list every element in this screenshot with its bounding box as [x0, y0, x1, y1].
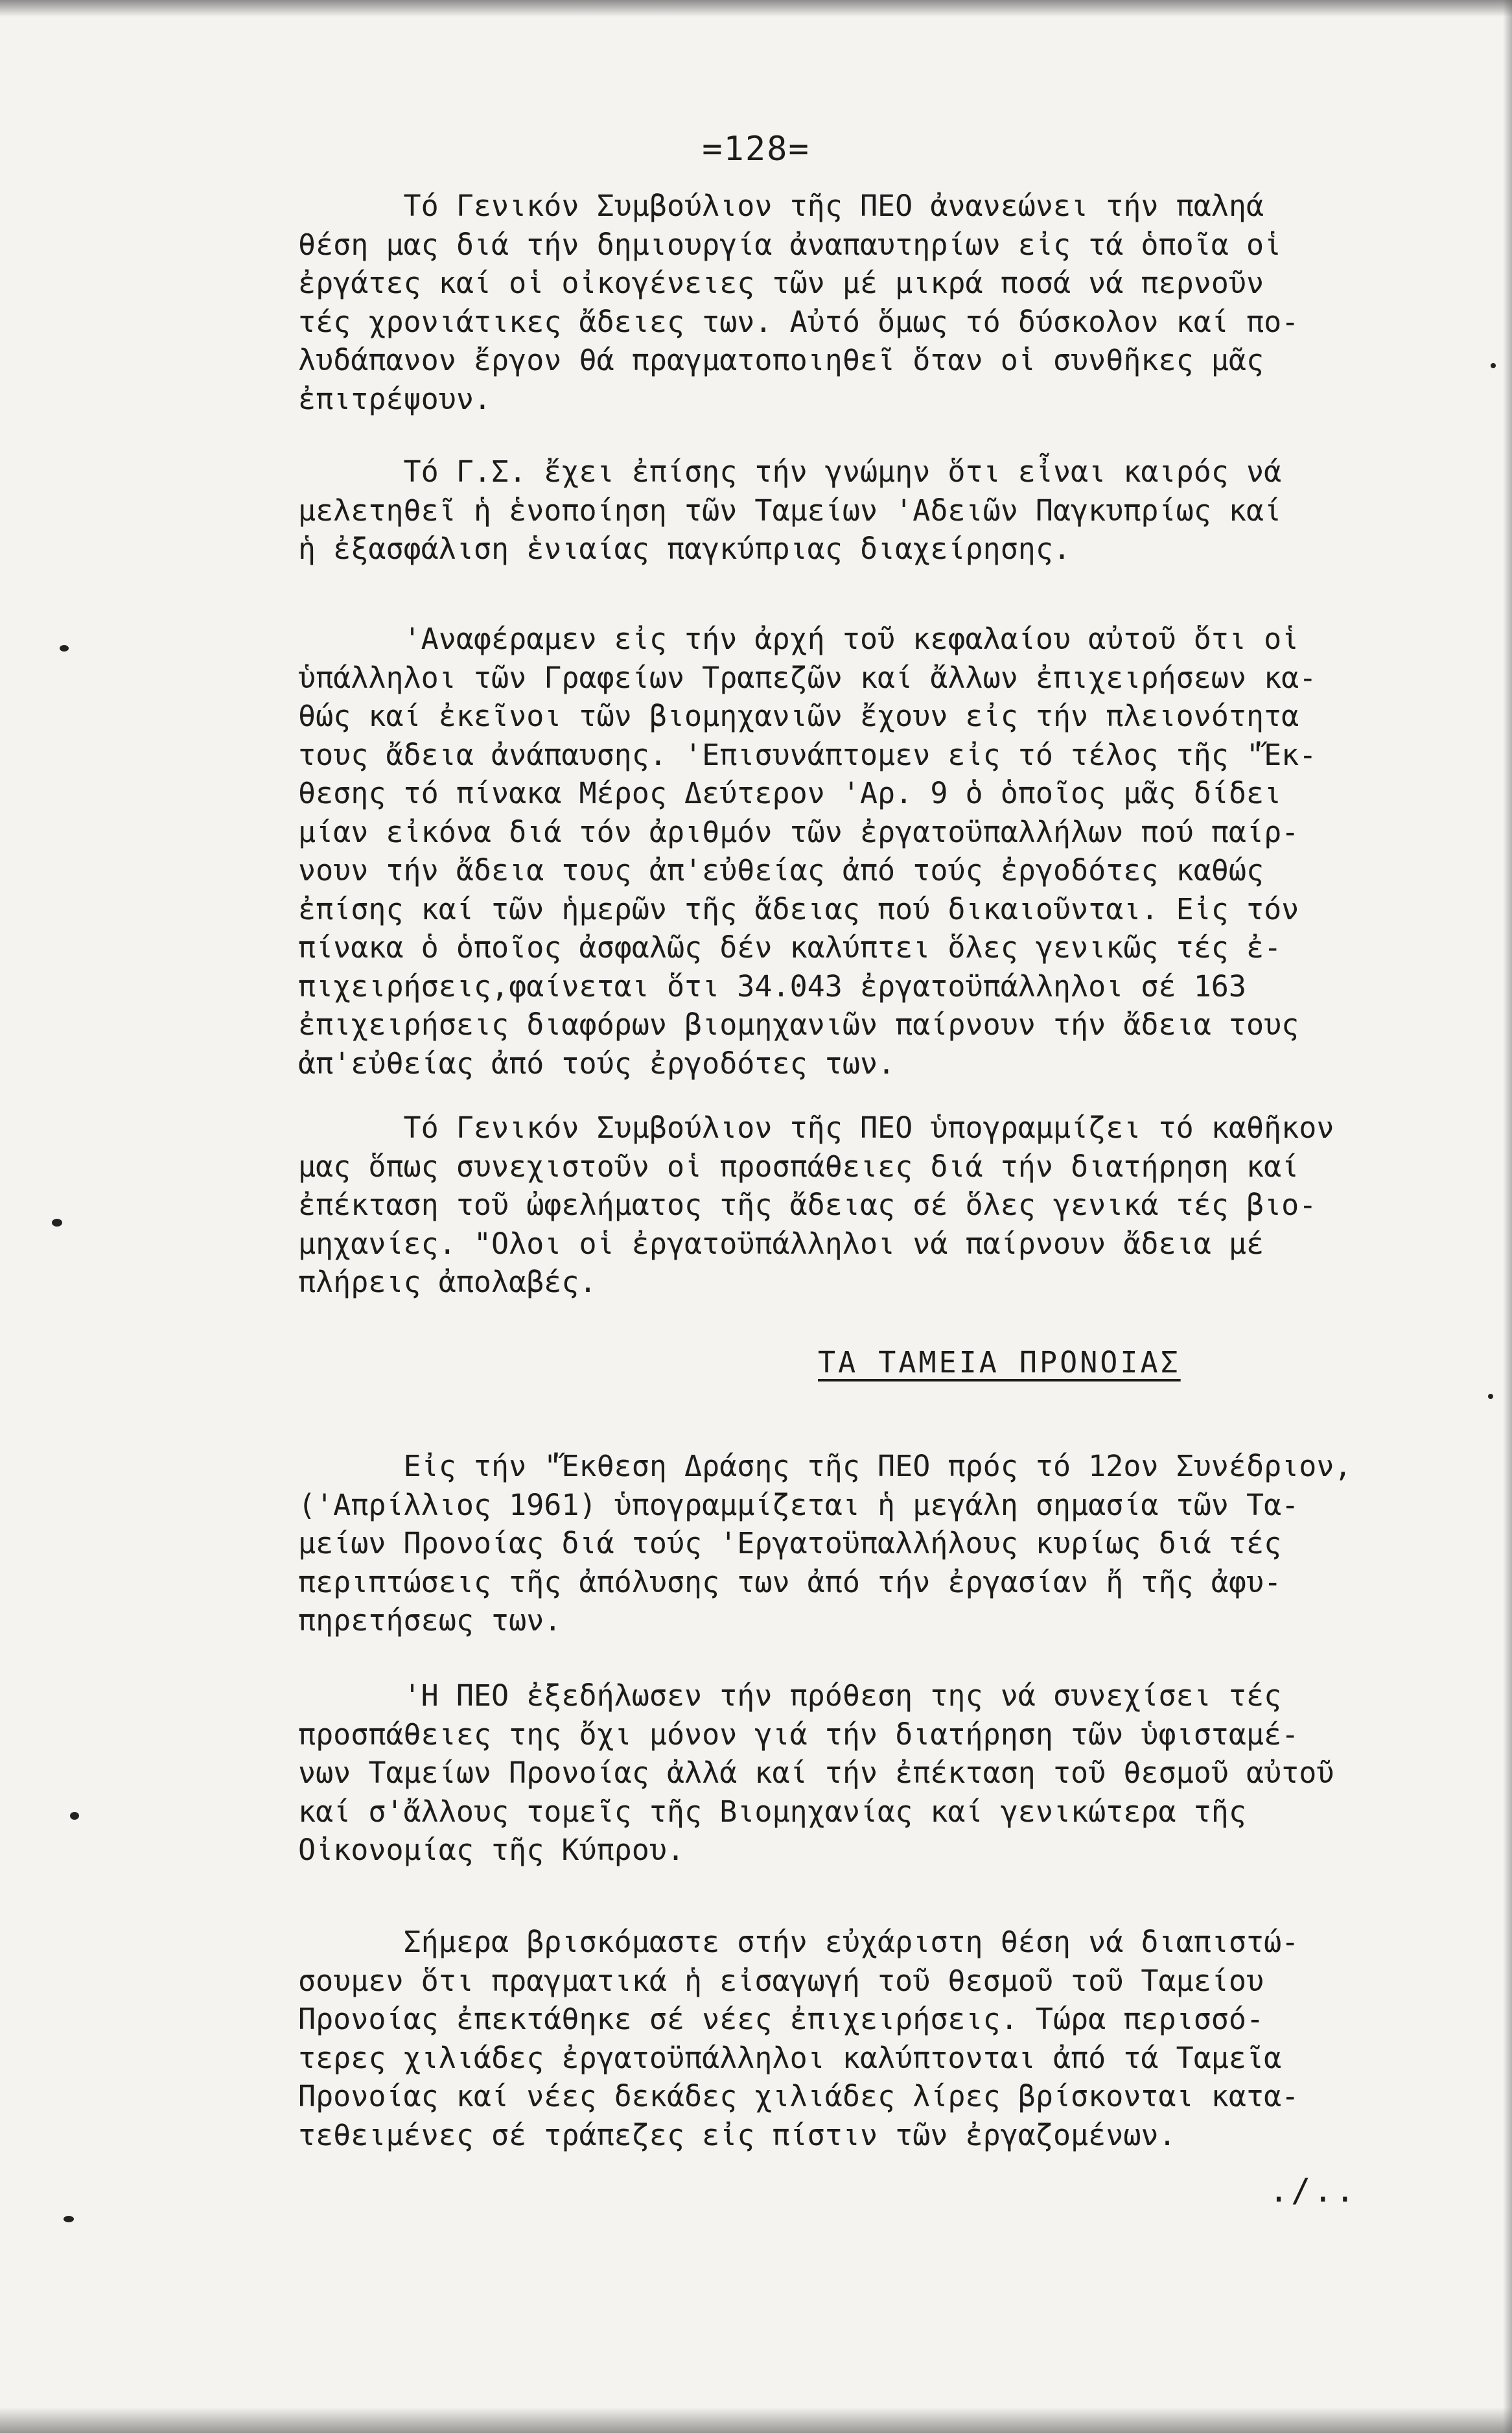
paragraph-council-duty: Τό Γενικόν Συμβούλιον τῆς ΠΕΟ ὑπογραμμίζει τό καθῆκον μας ὅπως συνεχιστοῦν οἱ προσπάθειες διά τήν διατήρηση καί ἐπέκταση τοῦ ὠφελήματος τῆς ἄδειας σέ ὅλες γενικά τές βιο- μηχανίες. "Ολοι οἱ ἐργατοϋπάλληλοι νά παίρνουν ἄδεια μέ πλήρεις ἀπολαβές. — [298, 1111, 1334, 1299]
scan-bottom-edge — [0, 2407, 1512, 2433]
scan-speck — [1491, 363, 1496, 368]
scan-speck — [64, 2216, 74, 2222]
scan-speck — [52, 1219, 62, 1227]
paragraph-employees-leave: 'Αναφέραμεν εἰς τήν ἀρχή τοῦ κεφαλαίου αὐτοῦ ὅτι οἱ ὑπάλληλοι τῶν Γραφείων Τραπεζῶν καί ἄλλων ἐπιχειρήσεων κα- θώς καί ἐκεῖνοι τῶν βιομηχανιῶν ἔχουν εἰς τήν πλειονότητα τους ἄδεια ἀνάπαυσης. 'Επισυνάπτομεν εἰς τό τέλος τῆς "Ἔκ- θεσης τό πίνακα Μέρος Δεύτερον 'Αρ. 9 ὁ ὁποῖος μᾶς δίδει μίαν εἰκόνα διά τόν ἀριθμόν τῶν ἐργατοϋπαλλήλων πού παίρ- νουν τήν ἄδεια τους ἀπ'εὐθείας ἀπό τούς ἐργοδότες καθώς ἐπίσης καί τῶν ἡμερῶν τῆς ἄδειας πού δικαιοῦνται. Εἰς τόν πίνακα ὁ ὁποῖος ἀσφαλῶς δέν καλύπτει ὅλες γενικῶς τές ἐ- πιχειρήσεις,φαίνεται ὅτι 34.043 ἐργατοϋπάλληλοι σέ 163 ἐπιχειρήσεις διαφόρων βιομηχανιῶν παίρνουν τήν ἄδεια τους ἀπ'εὐθείας ἀπό τούς ἐργοδότες των. — [298, 622, 1317, 1081]
scan-speck — [60, 645, 69, 652]
section-heading: ΤΑ ΤΑΜΕΙΑ ΠΡΟΝΟΙΑΣ — [818, 1345, 1181, 1380]
scan-speck — [70, 1812, 79, 1820]
paragraph-current-position: Σήμερα βρισκόμαστε στήν εὐχάριστη θέση νά διαπιστώ- σουμεν ὅτι πραγματικά ἡ εἰσαγωγή τοῦ θεσμοῦ τοῦ Ταμείου Προνοίας ἐπεκτάθηκε σέ νέες ἐπιχειρήσεις. Τώρα περισσό- τερες χιλιάδες ἐργατοϋπάλληλοι καλύπτονται ἀπό τά Ταμεῖα Προνοίας καί νέες δεκάδες χιλιάδες λίρες βρίσκονται κατα- τεθειμένες σέ τράπεζες εἰς πίστιν τῶν ἐργαζομένων. — [298, 1925, 1299, 2152]
scan-right-edge — [1503, 0, 1512, 2433]
paragraph-provident-funds-report: Εἰς τήν "Ἔκθεση Δράσης τῆς ΠΕΟ πρός τό 12ον Συνέδριον, ('Απρίλλιος 1961) ὑπογραμμίζεται ἡ μεγάλη σημασία τῶν Τα- μείων Προνοίας διά τούς 'Εργατοϋπαλλήλους κυρίως διά τές περιπτώσεις τῆς ἀπόλυσης των ἀπό τήν ἐργασίαν ἤ τῆς ἀφυ- πηρετήσεως των. — [298, 1449, 1352, 1638]
scan-top-edge — [0, 0, 1512, 17]
scan-speck — [1488, 1394, 1493, 1399]
continuation-mark: ./.. — [1269, 2172, 1358, 2209]
paragraph-peo-intention: 'Η ΠΕΟ ἐξεδήλωσεν τήν πρόθεση της νά συνεχίσει τές προσπάθειες της ὄχι μόνον γιά τήν διατήρηση τῶν ὑφισταμέ- νων Ταμείων Προνοίας ἀλλά καί τήν ἐπέκταση τοῦ θεσμοῦ αὐτοῦ καί σ'ἄλλους τομεῖς τῆς Βιομηχανίας καί γενικώτερα τῆς Οἰκονομίας τῆς Κύπρου. — [298, 1678, 1334, 1867]
paragraph-leave-funds-unification: Τό Γ.Σ. ἔχει ἐπίσης τήν γνώμην ὅτι εἶναι καιρός νά μελετηθεῖ ἡ ἑνοποίηση τῶν Ταμείων 'Αδειῶν Παγκυπρίως καί ἡ ἐξασφάλιση ἑνιαίας παγκύπριας διαχείρησης. — [298, 454, 1282, 566]
paragraph-rest-homes: Τό Γενικόν Συμβούλιον τῆς ΠΕΟ ἀνανεώνει τήν παληά θέση μας διά τήν δημιουργία ἀναπαυτηρίων εἰς τά ὁποῖα οἱ ἐργάτες καί οἱ οἰκογένειες τῶν μέ μικρά ποσά νά περνοῦν τές χρονιάτικες ἄδειες των. Αὐτό ὅμως τό δύσκολον καί πο- λυδάπανον ἔργον θά πραγματοποιηθεῖ ὅταν οἱ συνθῆκες μᾶς ἐπιτρέψουν. — [298, 189, 1299, 416]
page-number: =128= — [702, 130, 810, 169]
